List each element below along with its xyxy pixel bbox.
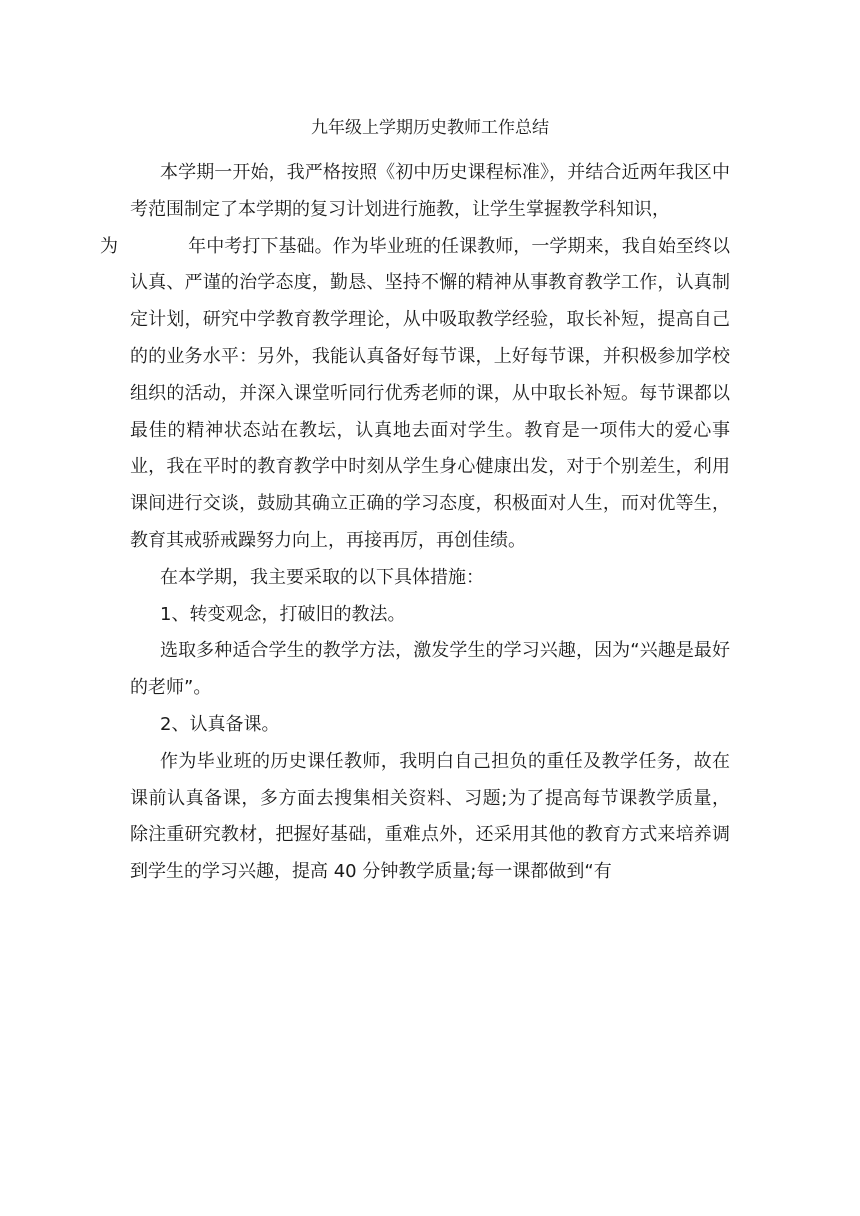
paragraph-1-text: 本学期一开始，我严格按照《初中历史课程标准》，并结合近两年我区中考范围制定了本学期的复习计划进行施教，让学生掌握教学科知识，: [130, 162, 730, 220]
paragraph-item-1: 选取多种适合学生的教学方法，激发学生的学习兴趣，因为“兴趣是最好的老师”。: [130, 640, 730, 699]
heading-item-1: 1、转变观念，打破旧的教法。: [160, 603, 406, 625]
paragraph-item-2: 作为毕业班的历史课任教师，我明白自己担负的重任及教学任务，故在课前认真备课，多方面去搜集相关资料、习题;为了提高每节课教学质量，除注重研究教材，把握好基础，重难点外，还采用其他的教育方式来培养调到学生的学习兴趣，提高 40 分钟教学质量;每一课都做到“有: [130, 750, 730, 883]
heading-item-2: 2、认真备课。: [160, 713, 280, 735]
paragraph-1-continued: 年中考打下基础。作为毕业班的任课教师，一学期来，我自始至终以认真、严谨的治学态度，勤恳、坚持不懈的精神从事教育教学工作，认真制定计划，研究中学教育教学理论，从中吸取教学经验，取长补短，提高自己的的业务水平：另外，我能认真备好每节课，上好每节课，并积极参加学校组织的活动，并深入课堂听同行优秀老师的课，从中取长补短。每节课都以最佳的精神状态站在教坛，认真地去面对学生。教育是一项伟大的爱心事业，我在平时的教育教学中时刻从学生身心健康出发，对于个别差生，利用课间进行交谈，鼓励其确立正确的学习态度，积极面对人生，而对优等生，教育其戒骄戒躁努力向上，再接再厉，再创佳绩。: [130, 235, 731, 551]
document-title: 九年级上学期历史教师工作总结: [311, 118, 549, 138]
paragraph-1-wei: 为: [100, 235, 119, 257]
paragraph-measures-intro: 在本学期，我主要采取的以下具体措施：: [160, 566, 484, 588]
document-body: [100, 155, 731, 891]
paragraph-1: [100, 155, 731, 560]
